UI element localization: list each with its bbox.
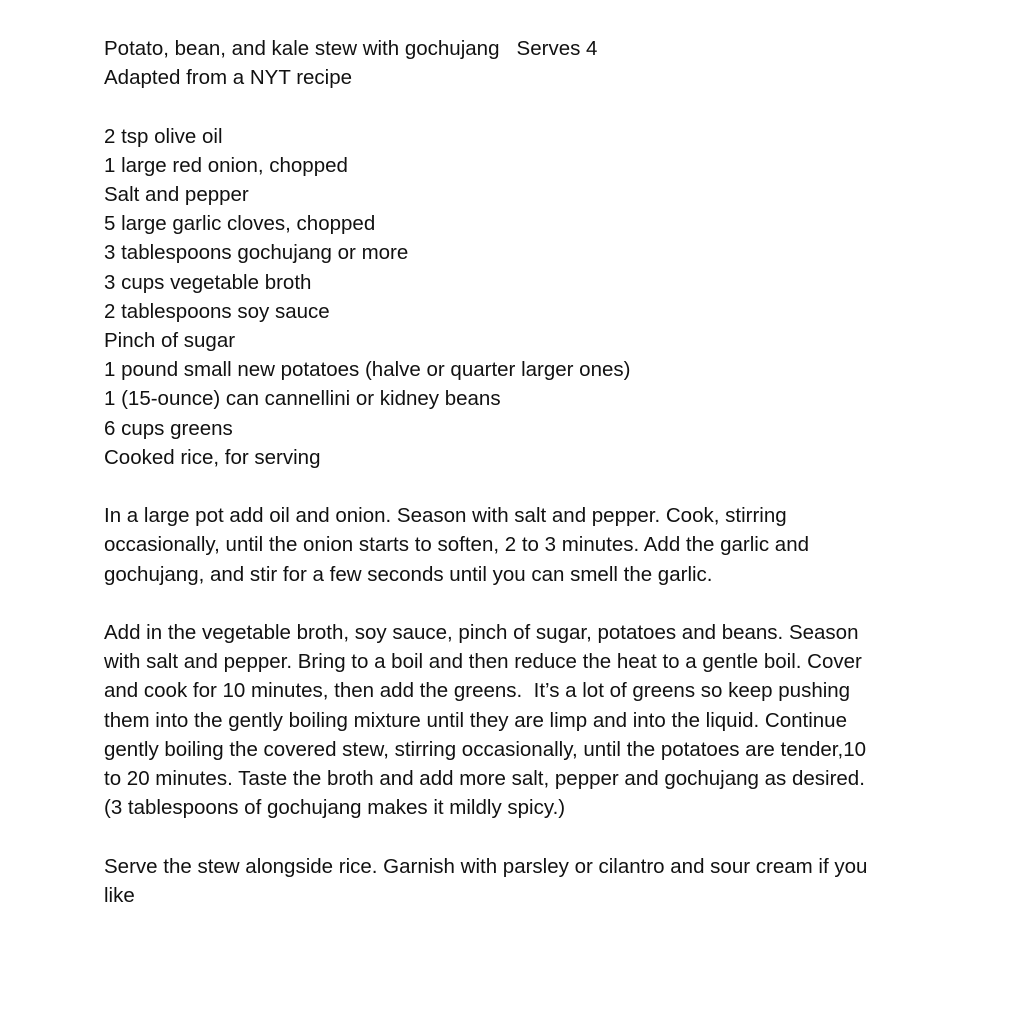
ingredient-item: 3 tablespoons gochujang or more — [104, 241, 409, 265]
ingredient-item: 2 tablespoons soy sauce — [104, 299, 330, 323]
instruction-line: them into the gently boiling mixture until they are limp and into the liquid. Continue — [104, 708, 847, 732]
ingredient-item: 6 cups greens — [104, 416, 233, 440]
recipe-source: Adapted from a NYT recipe — [104, 66, 353, 90]
ingredient-item: 1 (15-ounce) can cannellini or kidney beans — [104, 387, 501, 411]
instruction-line: Add in the vegetable broth, soy sauce, pinch of sugar, potatoes and beans. Season — [104, 621, 859, 645]
recipe-document — [104, 34, 964, 910]
instruction-step-1 — [104, 501, 964, 589]
ingredient-item: 3 cups vegetable broth — [104, 270, 312, 294]
spacer — [104, 822, 964, 851]
ingredient-item: 5 large garlic cloves, chopped — [104, 212, 376, 236]
instruction-line: with salt and pepper. Bring to a boil and then reduce the heat to a gentle boil. Cover — [104, 650, 862, 674]
spacer — [104, 472, 964, 501]
instruction-line: Serve the stew alongside rice. Garnish with parsley or cilantro and sour cream if you — [104, 854, 868, 878]
instruction-line: In a large pot add oil and onion. Season with salt and pepper. Cook, stirring — [104, 504, 787, 528]
instruction-step-3 — [104, 852, 964, 910]
spacer — [104, 92, 964, 121]
instruction-line: occasionally, until the onion starts to soften, 2 to 3 minutes. Add the garlic and — [104, 533, 810, 557]
spacer — [104, 589, 964, 618]
instruction-line: and cook for 10 minutes, then add the greens. It’s a lot of greens so keep pushing — [104, 679, 851, 703]
instruction-line: like — [104, 883, 135, 907]
ingredient-item: 2 tsp olive oil — [104, 124, 223, 148]
instruction-line: gently boiling the covered stew, stirring occasionally, until the potatoes are tender,10 — [104, 737, 866, 761]
recipe-title: Potato, bean, and kale stew with gochujang Serves 4 — [104, 37, 598, 60]
instruction-line: (3 tablespoons of gochujang makes it mildly spicy.) — [104, 796, 566, 820]
ingredient-item: 1 pound small new potatoes (halve or quarter larger ones) — [104, 358, 631, 382]
ingredient-item: Pinch of sugar — [104, 329, 236, 353]
ingredient-list — [104, 122, 964, 472]
ingredient-item: Salt and pepper — [104, 183, 249, 206]
instruction-step-2 — [104, 618, 964, 822]
ingredient-item: 1 large red onion, chopped — [104, 153, 348, 177]
instruction-line: gochujang, and stir for a few seconds until you can smell the garlic. — [104, 562, 713, 586]
ingredient-item: Cooked rice, for serving — [104, 445, 321, 469]
instruction-line: to 20 minutes. Taste the broth and add more salt, pepper and gochujang as desired. — [104, 767, 865, 791]
